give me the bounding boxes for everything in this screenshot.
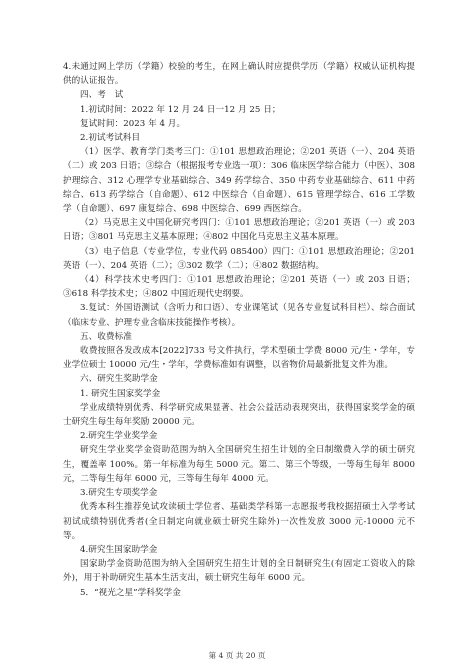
subheading-exam-subjects: 2.初试考试科目: [80, 133, 141, 144]
initial-exam-time: 1.初试时间：2022 年 12 月 24 日一12 月 25 日；: [80, 104, 281, 115]
retest-time: 复试时间：2023 年 4 月。: [80, 118, 186, 129]
subjects-history-of-science: （4）科学技术史考四门：①101 思想政治理论；②201 英语（一）或 203 日语；③618 科学技术史；④802 中国近现代史纲要。: [63, 275, 415, 300]
national-grant-text: 国家助学金资助范围为纳入全国研究生招生计划的全日制研究生(有固定工资收入的除外)，用于补助研究生基本生活支出，硕士研究生每年 6000 元。: [63, 559, 415, 584]
subjects-electronic-info: （3）电子信息（专业学位，专业代码 085400）四门：①101 思想政治理论；②201 英语（一）、204 英语（二）；③302 数学（二）；④802 数据结构。: [63, 246, 415, 271]
section-heading-fees: 五、收费标准: [80, 331, 132, 342]
subheading-national-scholarship: 1. 研究生国家奖学金: [80, 388, 161, 399]
subheading-optometry-star: 5．“视光之星”学科奖学金: [80, 587, 181, 598]
section-heading-scholarships: 六、研究生奖助学金: [80, 374, 158, 385]
subjects-marxism: （2）马克思主义中国化研究考四门：①101 思想政治理论；②201 英语（一）或 203 日语；③801 马克思主义基本原理；④802 中国化马克思主义基本原理。: [63, 218, 415, 243]
subheading-special-scholarship: 3.研究生专项奖学金: [80, 488, 158, 499]
special-scholarship-text: 优秀本科生推荐免试攻读硕士学位者、基础类学科第一志愿报考我校据招硕士入学考试初试成绩特别优秀者(全日制定向就业硕士研究生除外)一次性发放 3000 元-10000 元不等。: [63, 502, 415, 541]
retest-content: 3.复试：外国语测试（含听力和口语）、专业课笔试（见各专业复试科目栏）、综合面试（临床专业、护理专业含临床技能操作考核）。: [63, 303, 415, 328]
subheading-academic-scholarship: 2.研究生学业奖学金: [80, 431, 158, 442]
fee-standard: 收费按照各发改成本[2022]733 号文件执行，学术型硕士学费 8000 元/生・学年，专业学位硕士 10000 元/生・学年，学费标准如有调整，以省物价局最新批复文件为准。: [63, 346, 415, 371]
subjects-medicine-education: （1）医学、教育学门类考三门：①101 思想政治理论；②201 英语（一）、204 英语（二）或 203 日语；③综合（根据报考专业选一项）：306 临床医学综合能力（中医）、308 护理综合、312 心理学专业基础综合、349 药学综合、350 中药专业基础综合、611 中药综合、613 药学综合（自命题）、612 中医综合（自命题）、615 管理学综合、616 工学数学（自命题）、697 康复综合、698 中医综合、699 西医综合。: [63, 147, 415, 215]
paragraph-item-4-note: 4.未通过网上学历（学籍）校验的考生，在网上确认时应提供学历（学籍）权威认证机构提供的认证报告。: [63, 62, 415, 87]
section-heading-exam: 四、考 试: [80, 90, 124, 101]
page-number-footer: 第 4 页 共 20 页: [208, 651, 266, 660]
subheading-national-grant: 4.研究生国家助学金: [80, 544, 158, 555]
national-scholarship-text: 学业成绩特别优秀、科学研究成果显著、社会公益活动表现突出，获得国家奖学金的硕士研究生每生每年奖励 20000 元。: [63, 402, 415, 428]
page-content: [63, 60, 415, 600]
academic-scholarship-text: 研究生学业奖学金资助范围为纳入全国研究生招生计划的全日制缴费入学的硕士研究生，覆盖率 100%。第一年标准为每生 5000 元。第二、第三个等级，一等每生每年 8000 元，二等每生每年 6000 元，三等每生每年 4000 元。: [63, 445, 415, 484]
